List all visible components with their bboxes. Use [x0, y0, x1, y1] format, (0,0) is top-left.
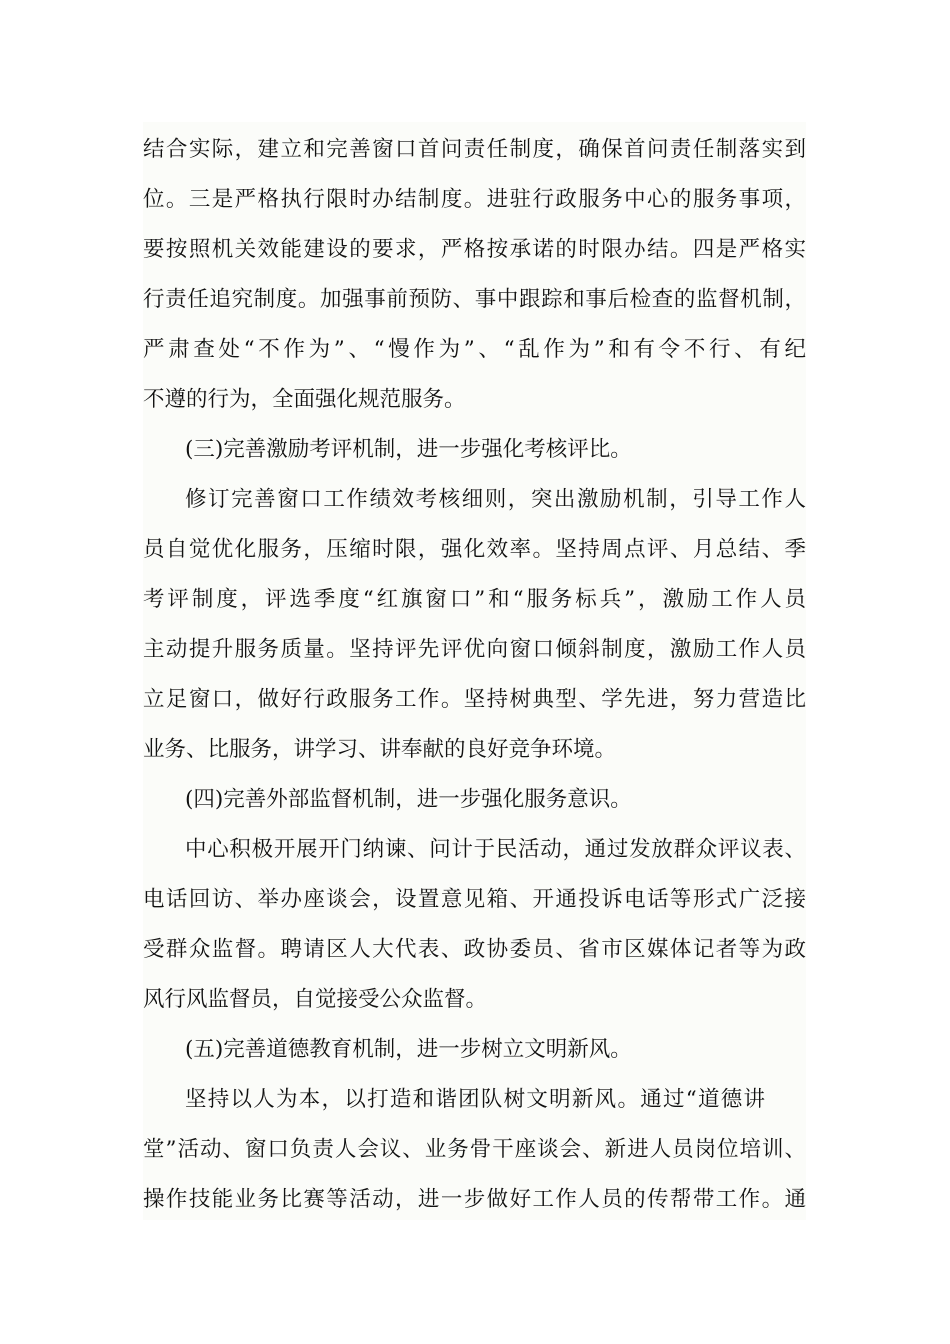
- text-line: 立足窗口，做好行政服务工作。坚持树典型、学先进，努力营造比: [143, 687, 806, 712]
- text-line: 业务、比服务，讲学习、讲奉献的良好竞争环境。: [143, 737, 617, 762]
- text-line: 主动提升服务质量。坚持评先评优向窗口倾斜制度，激励工作人员: [143, 637, 806, 662]
- text-line: 严肃查处“不作为”、“慢作为”、“乱作为”和有令不行、有纪: [143, 337, 806, 362]
- text-line: 堂”活动、窗口负责人会议、业务骨干座谈会、新进人员岗位培训、: [143, 1137, 806, 1162]
- text-line: 受群众监督。聘请区人大代表、政协委员、省市区媒体记者等为政: [143, 937, 806, 962]
- paragraph-start: 中心积极开展开门纳谏、问计于民活动，通过发放群众评议表、: [185, 837, 806, 862]
- text-line: 要按照机关效能建设的要求，严格按承诺的时限办结。四是严格实: [143, 237, 806, 262]
- text-line: 操作技能业务比赛等活动，进一步做好工作人员的传帮带工作。通: [143, 1187, 806, 1212]
- text-line: 电话回访、举办座谈会，设置意见箱、开通投诉电话等形式广泛接: [143, 887, 806, 912]
- text-line: 员自觉优化服务，压缩时限，强化效率。坚持周点评、月总结、季: [143, 537, 806, 562]
- text-line: 行责任追究制度。加强事前预防、事中跟踪和事后检查的监督机制，: [143, 287, 806, 312]
- text-line: 位。三是严格执行限时办结制度。进驻行政服务中心的服务事项，: [143, 187, 806, 212]
- paragraph-start: 修订完善窗口工作绩效考核细则，突出激励机制，引导工作人: [185, 487, 806, 512]
- text-line: 考评制度，评选季度“红旗窗口”和“服务标兵”，激励工作人员: [143, 587, 806, 612]
- paragraph-start: 坚持以人为本，以打造和谐团队树文明新风。通过“道德讲: [185, 1087, 765, 1112]
- text-line: 风行风监督员，自觉接受公众监督。: [143, 987, 488, 1012]
- text-line: 不遵的行为，全面强化规范服务。: [143, 387, 466, 412]
- section-heading: (四)完善外部监督机制，进一步强化服务意识。: [185, 787, 632, 812]
- text-line: 结合实际，建立和完善窗口首问责任制度，确保首问责任制落实到: [143, 137, 806, 162]
- document-body: [143, 122, 806, 1220]
- section-heading: (三)完善激励考评机制，进一步强化考核评比。: [185, 437, 632, 462]
- section-heading: (五)完善道德教育机制，进一步树立文明新风。: [185, 1037, 632, 1062]
